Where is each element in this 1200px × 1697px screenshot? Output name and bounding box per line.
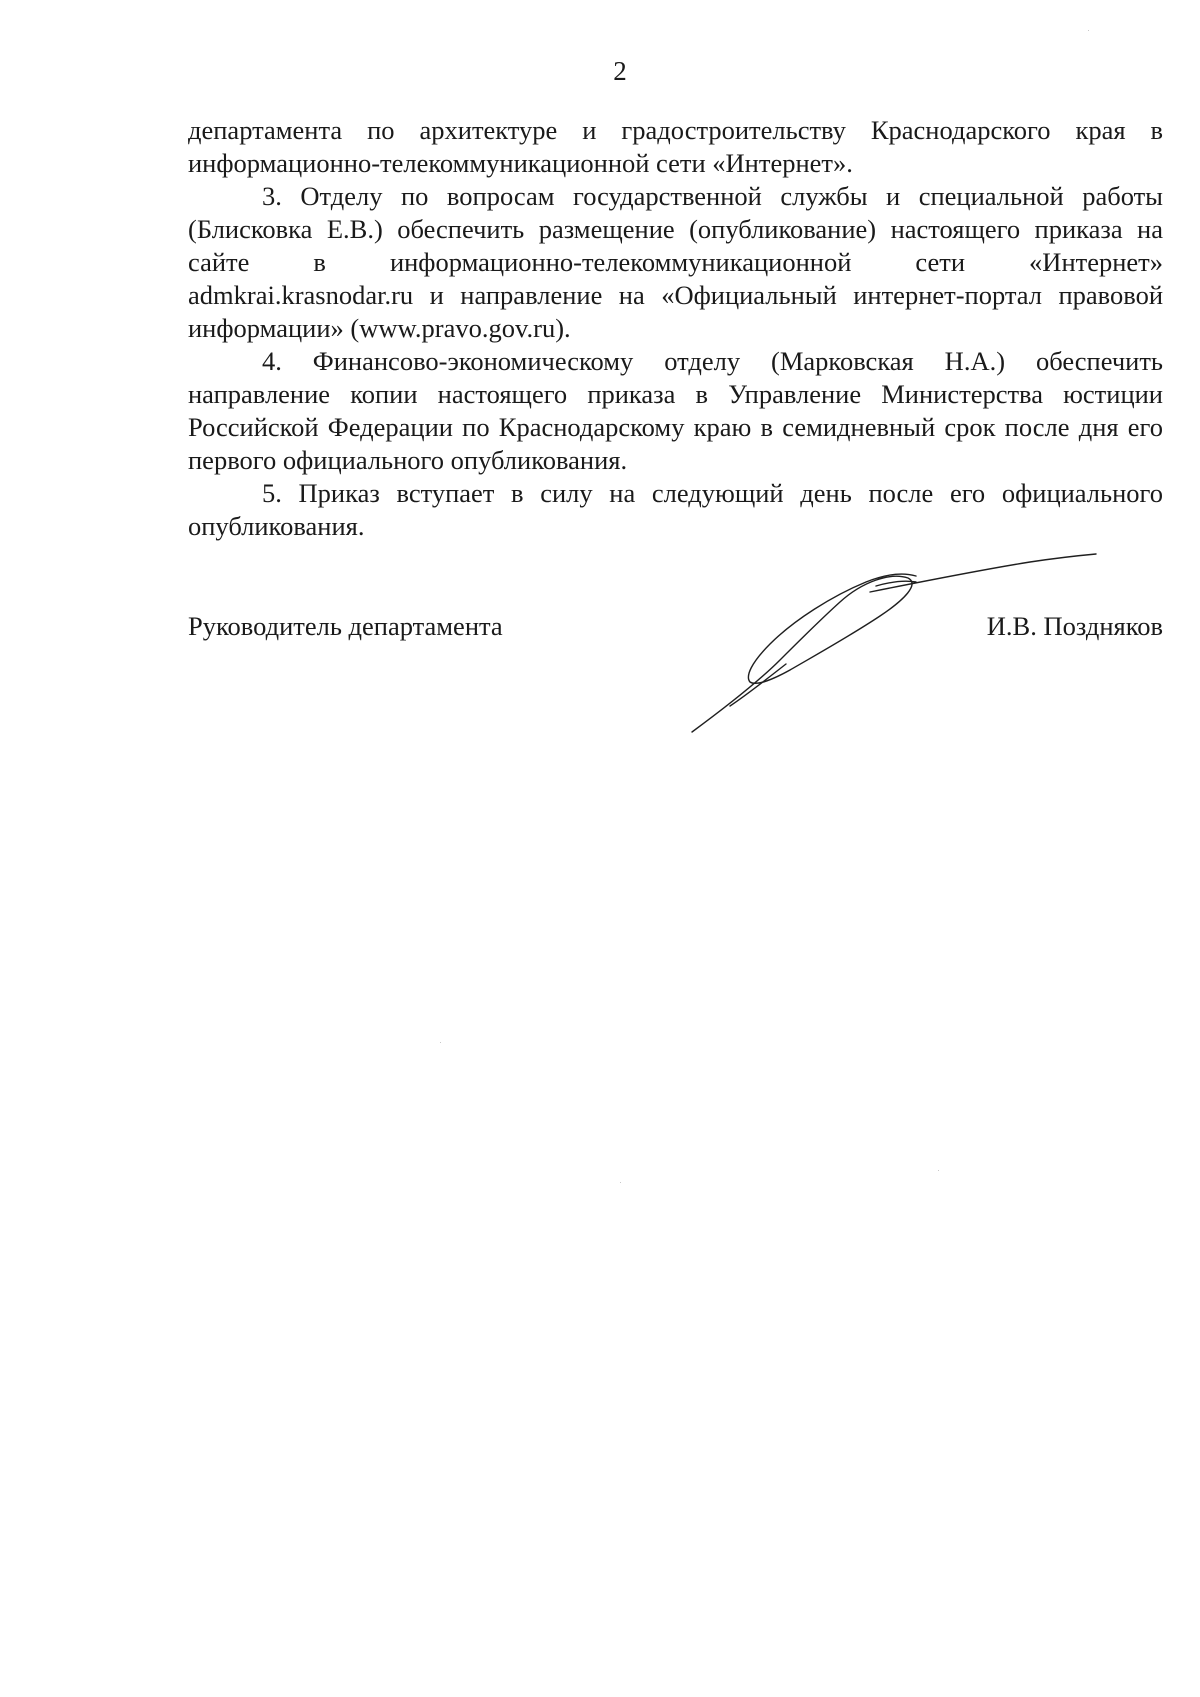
paragraph-item-4: 4. Финансово-экономическому отделу (Марковская Н.А.) обеспечить направление копии настоящего приказа в Управление Министерства юстиции Российской Федерации по Краснодарскому краю в семидневный срок после дня его первого официального опубликования. xyxy=(188,346,1163,475)
paragraph-continuation: департамента по архитектуре и градостроительству Краснодарского края в информационно-телекоммуникационной сети «Интернет». xyxy=(188,115,1163,178)
scan-speck xyxy=(1088,30,1089,31)
scan-speck xyxy=(440,1042,441,1043)
handwritten-signature xyxy=(690,552,1100,737)
paragraph-item-3: 3. Отделу по вопросам государственной службы и специальной работы (Блисковка Е.В.) обеспечить размещение (опубликование) настоящего приказа на сайте в информационно-телекоммуникационной сети «Интернет» admkrai.krasnodar.ru и направление на «Официальный интернет-портал правовой информации» (www.pravo.gov.ru). xyxy=(188,181,1163,343)
page-number: 2 xyxy=(613,56,627,86)
paragraph-item-5: 5. Приказ вступает в силу на следующий день после его официального опубликования. xyxy=(188,478,1163,541)
document-body xyxy=(188,114,1163,543)
signer-position: Руководитель департамента xyxy=(188,611,503,641)
scan-speck xyxy=(938,1170,939,1171)
scan-speck xyxy=(620,1182,621,1183)
signer-name: И.В. Поздняков xyxy=(986,611,1163,641)
